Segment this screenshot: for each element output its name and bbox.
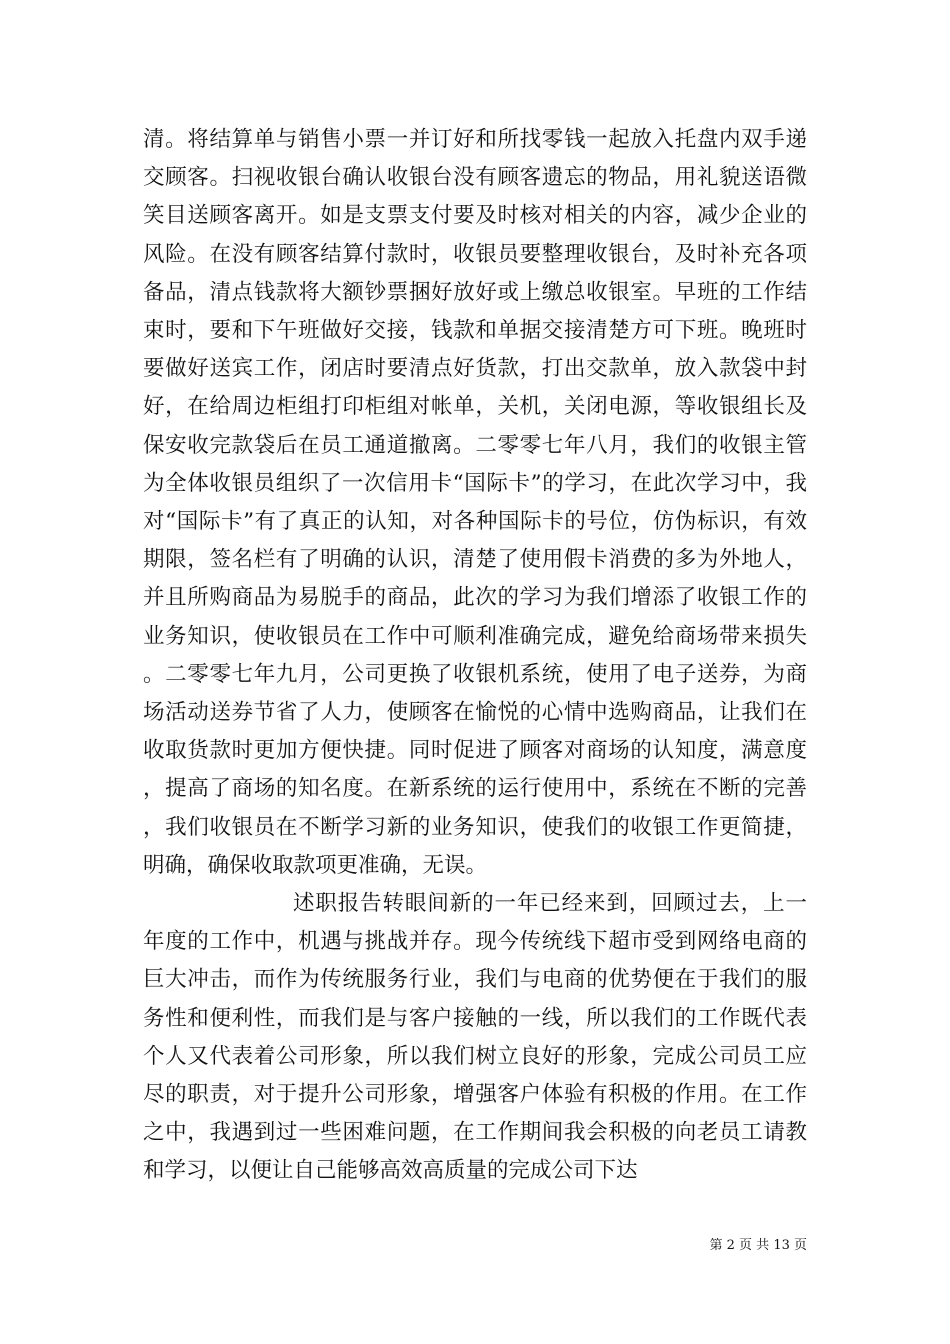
document-body [143, 121, 807, 1191]
paragraph-2: 述职报告转眼间新的一年已经来到，回顾过去，上一年度的工作中，机遇与挑战并存。现今传统线下超市受到网络电商的巨大冲击，而作为传统服务行业，我们与电商的优势便在于我们的服务性和便利性，而我们是与客户接触的一线，所以我们的工作既代表个人又代表着公司形象，所以我们树立良好的形象，完成公司员工应尽的职责，对于提升公司形象，增强客户体验有积极的作用。在工作之中，我遇到过一些困难问题，在工作期间我会积极的向老员工请教和学习，以便让自己能够高效高质量的完成公司下达 [143, 891, 807, 1184]
page-number: 第 2 页 共 13 页 [709, 1238, 807, 1253]
paragraph-1: 清。将结算单与销售小票一并订好和所找零钱一起放入托盘内双手递交顾客。扫视收银台确认收银台没有顾客遗忘的物品，用礼貌送语微笑目送顾客离开。如是支票支付要及时核对相关的内容，减少企业的风险。在没有顾客结算付款时，收银员要整理收银台，及时补充各项备品，清点钱款将大额钞票捆好放好或上缴总收银室。早班的工作结束时，要和下午班做好交接，钱款和单据交接清楚方可下班。晚班时要做好送宾工作，闭店时要清点好货款，打出交款单，放入款袋中封好，在给周边柜组打印柜组对帐单，关机，关闭电源，等收银组长及保安收完款袋后在员工通道撤离。二零零七年八月，我们的收银主管为全体收银员组织了一次信用卡“国际卡”的学习，在此次学习中，我对“国际卡”有了真正的认知，对各种国际卡的号位，仿伪标识，有效期限，签名栏有了明确的认识，清楚了使用假卡消费的多为外地人，并且所购商品为易脱手的商品，此次的学习为我们增添了收银工作的业务知识，使收银员在工作中可顺利准确完成，避免给商场带来损失。二零零七年九月，公司更换了收银机系统，使用了电子送券，为商场活动送券节省了人力，使顾客在愉悦的心情中选购商品，让我们在收取货款时更加方便快捷。同时促进了顾客对商场的认知度，满意度，提高了商场的知名度。在新系统的运行使用中，系统在不断的完善，我们收银员在不断学习新的业务知识，使我们的收银工作更简捷，明确，确保收取款项更准确，无误。 [143, 127, 807, 878]
